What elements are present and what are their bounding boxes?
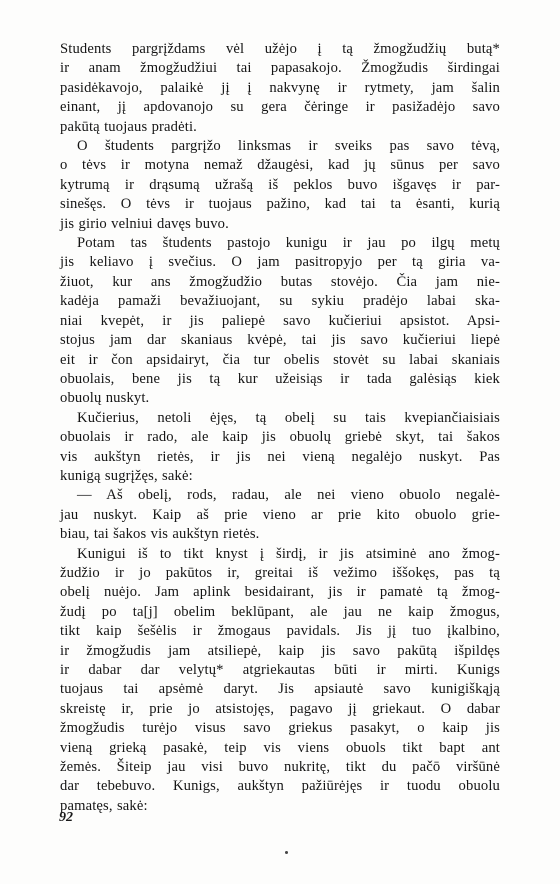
text-line: žiuot, kur ans žmogžudžio butas stovėjo. Čia jam nie-	[60, 273, 500, 290]
body-text	[60, 40, 500, 816]
text-line: eit ir čon apsidairyt, čia tur obelis stovėt su labai skaniais	[60, 351, 500, 368]
text-line: ir žmogžudis jam atsiliepė, kaip jis savo pakūtą išpildęs	[60, 642, 500, 659]
text-line: vieną grieką pasakė, teip vis viens obuols tikt bapt ant	[60, 739, 500, 756]
text-line: žudžio ir jo pakūtos ir, greitai iš vežimo iššokęs, pas tą	[60, 564, 500, 581]
text-line: — Aš obelį, rods, radau, ale nei vieno obuolo negalė-	[77, 487, 500, 504]
text-line: obuolų nuskyt.	[60, 390, 150, 407]
text-line: žemės. Šiteip jau visi buvo nukritę, tikt du pačō viršūnė	[60, 759, 500, 776]
text-line: einant, jį apdovanojo su gera čėringe ir pasižadėjo savo	[60, 99, 500, 116]
text-line: vis aukštyn rietės, ir jis nei vieną negalėjo nuskyt. Pas	[60, 448, 500, 465]
text-line: obuolais ir rado, ale kaip jis obuolų griebė skyt, tai šakos	[60, 429, 500, 446]
text-line: obelį nuėjo. Jam aplink besidairant, jis ir pamatė tą žmog-	[60, 584, 500, 601]
text-line: stojus jam dar skaniaus kvėpė, tai jis savo kučieriui liepė	[60, 332, 500, 349]
text-line: kunigą sugrįžęs, sakė:	[60, 467, 193, 484]
text-line: žmogžudis turėjo visus savo griekus pasakyt, o kaip jis	[60, 720, 500, 737]
text-line: Kunigui iš to tikt knyst į širdį, ir jis atsiminė ano žmog-	[77, 545, 500, 562]
text-line: jis girio velniui davęs buvo.	[60, 215, 229, 232]
text-line: Students pargrįždams vėl užėjo į tą žmogžudžių butą*	[60, 41, 500, 57]
text-line: pasidėkavojo, palaikė jį į nakvynę ir rytmety, jam šalin	[60, 79, 500, 96]
text-line: O študents pargrįžo linksmas ir sveiks pas savo tėvą,	[77, 138, 500, 155]
text-line: niai kvepėt, ir jis paliepė savo kučieriui apsistot. Apsi-	[60, 312, 500, 329]
text-line: o tėvs ir motyna nemaž džaugėsi, kad jų sūnus per savo	[60, 157, 500, 174]
text-line: skreistę ir, prie jo atsistojęs, pagavo jį griekaut. O dabar	[60, 700, 500, 717]
text-line: Potam tas študents pastojo kunigu ir jau po ilgų metų	[77, 235, 500, 252]
text-line: kadėja pamaži bevažiuojant, su sykiu pradėjo labai ska-	[60, 293, 500, 310]
text-line: pakūtą tuojaus pradėti.	[60, 118, 197, 135]
text-line: jau nuskyt. Kaip aš prie vieno ar prie kito obuolo grie-	[60, 506, 500, 523]
text-line: biau, tai šakos vis aukštyn rietės.	[60, 526, 260, 543]
text-line: pamatęs, sakė:	[60, 797, 148, 814]
page-number: 92	[59, 810, 73, 825]
text-line: tikt kaip šešėlis ir žmogaus pavidals. Jis jį tuo įkalbino,	[60, 623, 500, 640]
text-line: jis keliavo į svečius. O jam pasitropyjo per tą giria va-	[60, 254, 500, 271]
text-line: ir anam žmogžudžiui tai papasakojo. Žmogžudis širdingai	[60, 60, 500, 77]
text-line: Kučierius, netoli ėjęs, tą obelį su tais kvepiančiaisiais	[77, 409, 500, 426]
text-line: dar tebebuvo. Kunigs, aukštyn pažiūrėjęs ir tuodu obuolu	[60, 778, 500, 795]
text-line: ir dabar dar velytų* atgriekautas būti ir mirti. Kunigs	[60, 662, 500, 678]
text-line: kytrumą ir drąsumą užrašą iš peklos buvo išgavęs ir par-	[60, 176, 500, 193]
text-line: tuojaus tai apsėmė daryt. Jis apsiautė savo kunigiškąją	[60, 681, 500, 698]
text-line: žudį po ta[j] obelim beklūpant, ale jau ne kaip žmogus,	[60, 603, 500, 620]
scan-speck	[285, 851, 288, 854]
text-line: obuolais, bene jis tą kur užeisiąs ir tada galėsiąs kiek	[60, 370, 500, 387]
text-line: sinešęs. O tėvs ir tuojaus pažino, kad tai ta ėsanti, kurią	[60, 196, 500, 213]
